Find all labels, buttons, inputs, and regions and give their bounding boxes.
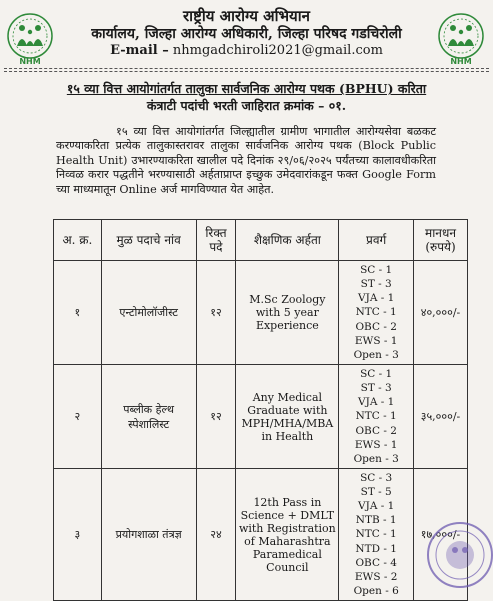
cell-salary: ३५,०००/- xyxy=(414,365,468,469)
cell-salary: १७,०००/- xyxy=(414,469,468,601)
page-title: राष्ट्रीय आरोग्य अभियान xyxy=(183,7,310,25)
table-header-row xyxy=(54,220,468,261)
cell-qualification: Any Medical Graduate with MPH/MHA/MBA in Health xyxy=(236,365,339,469)
category-item: OBC - 2 xyxy=(355,424,397,437)
paragraph-text: १५ व्या वित्त आयोगांतर्गत जिल्ह्यातील ग्रामीण भागातील आरोग्यसेवा बळकट करण्याकरिता प्रत्येक तालुकास्तरावर तालुका सार्वजनिक आरोग्य पथक (Block Public Health Unit) उभारण्याकरिता खालील पदे दिनांक २९/०६/२०२५ पर्यंतच्या कालावधीकरिता निव्वळ करार पद्धतीने भरण्यासाठी अर्हताप्राप्त इच्छुक उमेदवारांकडून फक्त Google Form च्या माध्यमातून Online अर्ज मागविण्यात येत आहेत. xyxy=(56,125,436,196)
category-item: NTC - 1 xyxy=(355,528,397,541)
cell-qualification: 12th Pass in Science + DMLT with Registration of Maharashtra Paramedical Council xyxy=(236,469,339,601)
table-row xyxy=(54,365,468,469)
notice-line-1: १५ व्या वित्त आयोगांतर्गत तालुका सार्वजनिक आरोग्य पथक (BPHU) करिता xyxy=(66,81,427,96)
header-vacancies: रिक्त पदे xyxy=(196,220,236,261)
header-category: प्रवर्ग xyxy=(339,220,414,261)
official-seal-icon xyxy=(425,520,493,590)
category-item: ST - 3 xyxy=(360,277,392,290)
cell-sr: १ xyxy=(54,261,102,365)
cell-sr: २ xyxy=(54,365,102,469)
cell-category xyxy=(339,365,414,469)
cell-category xyxy=(339,261,414,365)
cell-vacancies: १२ xyxy=(196,261,236,365)
cell-category xyxy=(339,469,414,601)
category-item: ST - 3 xyxy=(360,381,392,394)
cell-salary: ४०,०००/- xyxy=(414,261,468,365)
category-item: Open - 3 xyxy=(353,453,399,465)
table-row xyxy=(54,469,468,601)
vacancy-table xyxy=(53,219,468,601)
cell-post: पब्लीक हेल्थ स्पेशालिस्ट xyxy=(101,365,196,469)
cell-qualification: M.Sc Zoology with 5 year Experience xyxy=(236,261,339,365)
header-salary: मानधन (रुपये) xyxy=(414,220,468,261)
category-item: Open - 6 xyxy=(353,585,399,598)
category-item: SC - 1 xyxy=(360,367,393,380)
logo-abbr: NHM xyxy=(450,57,472,66)
category-item: EWS - 1 xyxy=(354,438,398,451)
email-label: E-mail – xyxy=(110,43,169,58)
notice-title xyxy=(20,80,473,114)
body-paragraph xyxy=(56,125,436,197)
logo-abbr: NHM xyxy=(19,57,41,66)
category-item: ST - 5 xyxy=(360,485,392,498)
notice-line-2: कंत्राटी पदांची भरती जाहिरात क्रमांक – ०१. xyxy=(146,98,347,113)
email-address[interactable]: nhmgadchiroli2021@gmail.com xyxy=(172,43,383,58)
category-item: NTB - 1 xyxy=(355,514,397,527)
cell-sr: ३ xyxy=(54,469,102,601)
divider xyxy=(4,71,489,72)
email-line xyxy=(60,43,433,58)
category-item: SC - 1 xyxy=(360,263,393,276)
nhm-logo-right xyxy=(433,12,489,72)
category-item: VJA - 1 xyxy=(358,396,395,409)
table-row xyxy=(54,261,468,365)
divider xyxy=(4,68,489,69)
office-name: कार्यालय, जिल्हा आरोग्य अधिकारी, जिल्हा परिषद गडचिरोली xyxy=(91,26,402,42)
header-qualification: शैक्षणिक अर्हता xyxy=(236,220,339,261)
category-item: EWS - 2 xyxy=(354,571,398,583)
category-item: NTC - 1 xyxy=(355,410,397,423)
category-item: VJA - 1 xyxy=(358,499,395,512)
category-item: SC - 3 xyxy=(360,471,393,484)
cell-post: एन्टोमोलॉजीस्ट xyxy=(101,261,196,365)
category-item: NTC - 1 xyxy=(355,306,397,319)
category-item: NTD - 1 xyxy=(355,542,397,555)
header-sr: अ. क्र. xyxy=(54,220,102,261)
header-post: मुळ पदाचे नांव xyxy=(101,220,196,261)
category-item: OBC - 2 xyxy=(355,320,397,333)
cell-vacancies: १२ xyxy=(196,365,236,469)
nhm-logo-left xyxy=(2,12,58,72)
category-item: Open - 3 xyxy=(353,349,399,361)
cell-post: प्रयोगशाळा तंत्रज्ञ xyxy=(101,469,196,601)
category-item: EWS - 1 xyxy=(354,334,398,347)
category-item: VJA - 1 xyxy=(358,292,395,305)
cell-vacancies: २४ xyxy=(196,469,236,601)
category-item: OBC - 4 xyxy=(355,556,397,569)
